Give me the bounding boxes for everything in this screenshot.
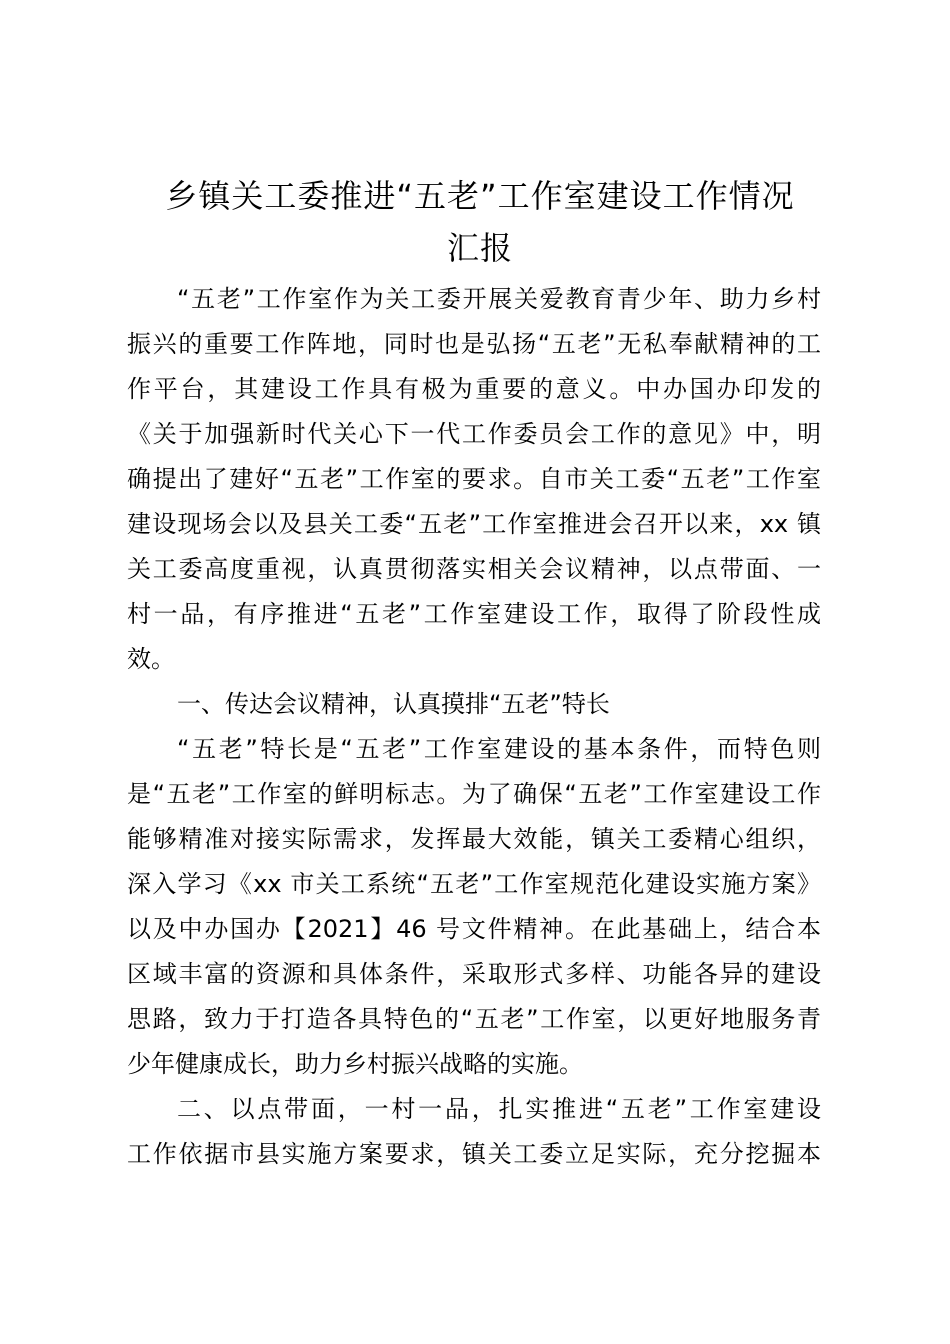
text-line: 思路，致力于打造各具特色的“五老”工作室，以更好地服务青 (127, 1005, 821, 1033)
text-line: 村一品，有序推进“五老”工作室建设工作，取得了阶段性成 (127, 600, 821, 628)
text-line: 关工委高度重视，认真贯彻落实相关会议精神，以点带面、一 (127, 555, 821, 583)
document-body (127, 277, 821, 1177)
paragraph-intro (127, 277, 821, 682)
text-line: 效。 (127, 645, 175, 673)
text-line: “五老”特长是“五老”工作室建设的基本条件，而特色则 (177, 735, 821, 763)
text-line: 确提出了建好“五老”工作室的要求。自市关工委“五老”工作室 (127, 465, 821, 493)
text-line: 以及中办国办【2021】46 号文件精神。在此基础上，结合本 (127, 915, 821, 943)
title-line: 乡镇关工委推进“五老”工作室建设工作情况 (165, 177, 795, 215)
text-line: 工作依据市县实施方案要求，镇关工委立足实际，充分挖掘本 (127, 1140, 821, 1168)
text-line: 少年健康成长，助力乡村振兴战略的实施。 (127, 1050, 583, 1078)
heading-line: 二、以点带面，一村一品，扎实推进“五老”工作室建设 (177, 1095, 821, 1123)
heading-line: 一、传达会议精神，认真摸排“五老”特长 (177, 690, 610, 718)
title-line: 汇报 (446, 229, 513, 267)
text-line: 《关于加强新时代关心下一代工作委员会工作的意见》中，明 (127, 420, 821, 448)
text-line: 作平台，其建设工作具有极为重要的意义。中办国办印发的 (127, 375, 821, 403)
text-line: 振兴的重要工作阵地，同时也是弘扬“五老”无私奉献精神的工 (127, 330, 821, 358)
section-heading-2 (127, 1087, 821, 1177)
paragraph-section-1 (127, 727, 821, 1087)
section-heading-1 (127, 682, 821, 727)
text-line: 建设现场会以及县关工委“五老”工作室推进会召开以来，xx 镇 (127, 510, 821, 538)
document-title (110, 170, 850, 274)
text-line: 区域丰富的资源和具体条件，采取形式多样、功能各异的建设 (127, 960, 821, 988)
text-line: 能够精准对接实际需求，发挥最大效能，镇关工委精心组织， (127, 825, 821, 853)
text-line: 深入学习《xx 市关工系统“五老”工作室规范化建设实施方案》 (127, 870, 821, 898)
text-line: “五老”工作室作为关工委开展关爱教育青少年、助力乡村 (177, 285, 821, 313)
text-line: 是“五老”工作室的鲜明标志。为了确保“五老”工作室建设工作 (127, 780, 821, 808)
